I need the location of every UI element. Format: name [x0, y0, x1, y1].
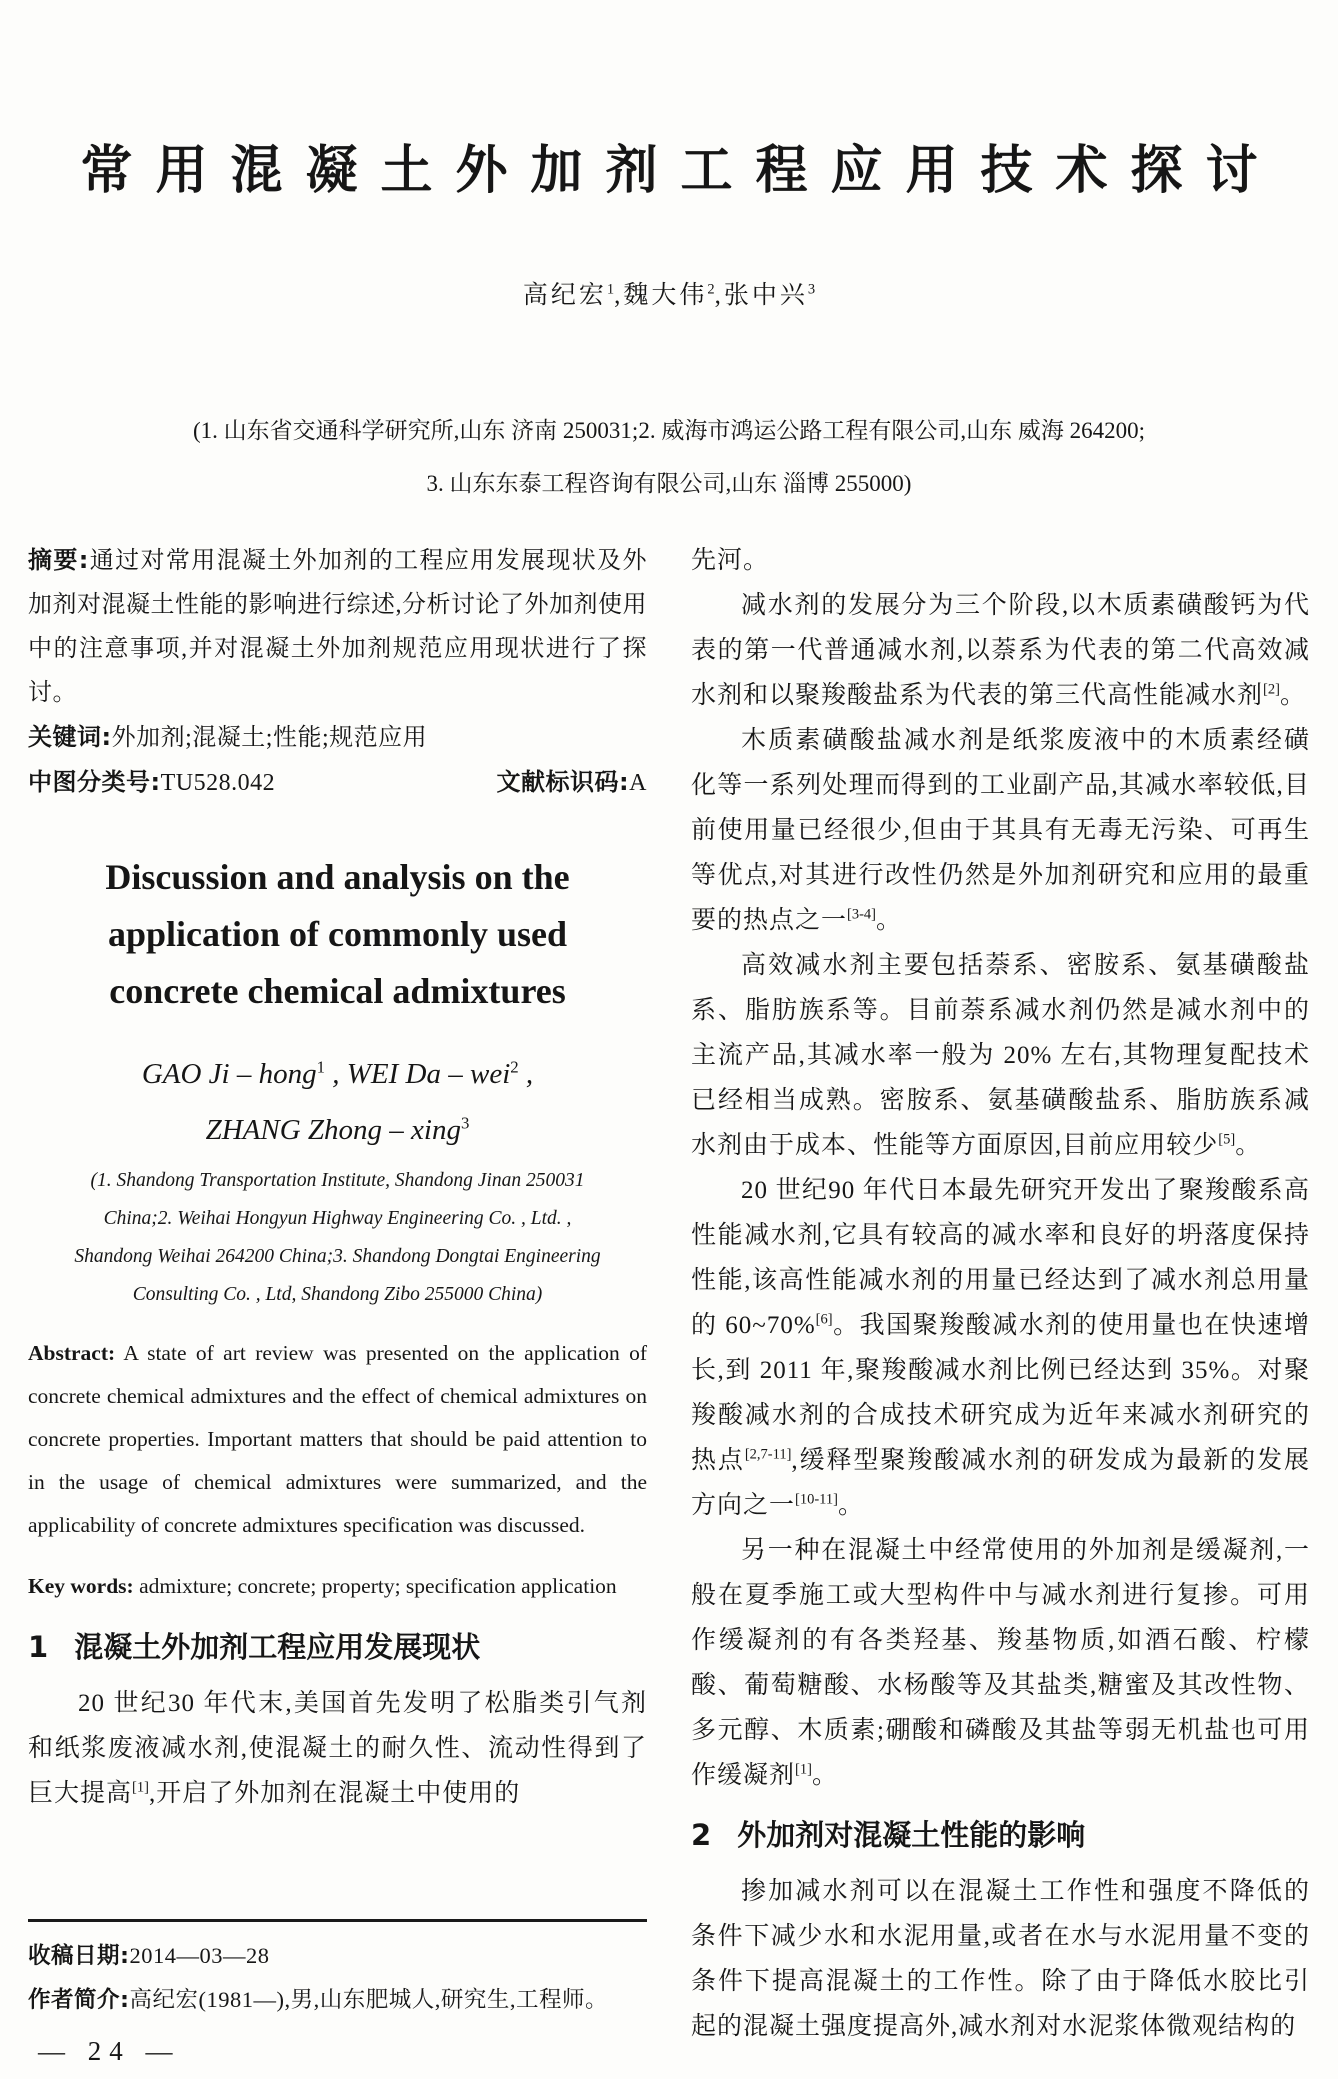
- section-2-title: 外加剂对混凝土性能的影响: [737, 1818, 1086, 1852]
- doc-code-value: A: [629, 770, 647, 796]
- doc-code-item: [497, 760, 647, 805]
- keywords-text-cn: 外加剂;混凝土;性能;规范应用: [111, 725, 428, 751]
- affiliation-line-1: (1. 山东省交通科学研究所,山东 济南 250031;2. 威海市鸿运公路工程有限公司,山东 威海 264200;: [193, 418, 1145, 443]
- two-column-body: [28, 538, 1310, 2049]
- en-affiliation-line-4: Consulting Co. , Ltd, Shandong Zibo 255000 China): [132, 1284, 543, 1305]
- left-column: [28, 538, 647, 1816]
- en-affiliation-line-3: Shandong Weihai 264200 China;3. Shandong Dongtai Engineering: [74, 1246, 601, 1267]
- paragraph-2: 木质素磺酸盐减水剂是纸浆废液中的木质素经磺化等一系列处理而得到的工业副产品,其减水率较低,目前使用量已经很少,但由于其具有无毒无污染、可再生等优点,对其进行改性仍然是外加剂研究和应用的最重要的热点之一[3-4]。: [691, 727, 1310, 934]
- section-1-number: 1: [28, 1630, 49, 1664]
- en-affiliation-line-2: China;2. Weihai Hongyun Highway Engineering Co. , Ltd. ,: [103, 1208, 572, 1229]
- clc-label: 中图分类号:: [28, 768, 161, 796]
- clc-value: TU528.042: [160, 770, 276, 796]
- affiliation-line-2: 3. 山东东泰工程咨询有限公司,山东 淄博 255000): [426, 471, 912, 496]
- section-2-paragraph: 掺加减水剂可以在混凝土工作性和强度不降低的条件下减少水和水泥用量,或者在水与水泥用量不变的条件下提高混凝土的工作性。除了由于降低水胶比引起的混凝土强度提高外,减水剂对水泥浆体微观结构的: [691, 1878, 1310, 2040]
- abstract-label-cn: 摘要:: [28, 546, 89, 574]
- authors-en: [28, 1046, 647, 1158]
- section-1-title: 混凝土外加剂工程应用发展现状: [74, 1630, 481, 1664]
- footnote-block: [28, 1919, 647, 2067]
- en-title-line-3: concrete chemical admixtures: [109, 971, 566, 1011]
- abstract-text-cn: 通过对常用混凝土外加剂的工程应用发展现状及外加剂对混凝土性能的影响进行综述,分析讨论了外加剂使用中的注意事项,并对混凝土外加剂规范应用现状进行了探讨。: [28, 548, 647, 706]
- paragraph-continuation: 先河。: [691, 547, 770, 574]
- received-date-label: 收稿日期:: [28, 1943, 130, 1969]
- en-authors-line-2: ZHANG Zhong – xing$^3$: [205, 1113, 470, 1146]
- paper-title-en: [28, 849, 647, 1020]
- affiliations-block: [28, 404, 1310, 510]
- authors-line: 高纪宏$^1$,魏大伟$^2$,张中兴$^3$: [522, 281, 816, 309]
- author-bio-label: 作者简介:: [28, 1987, 130, 2013]
- footnote-divider: [28, 1919, 647, 1922]
- en-authors-line-1: GAO Ji – hong$^1$ , WEI Da – wei$^2$ ,: [141, 1057, 534, 1090]
- abstract-cn: [28, 538, 647, 715]
- classification-row: [28, 760, 647, 805]
- affiliations-en: [28, 1162, 647, 1314]
- clc-item: [28, 760, 275, 805]
- paragraph-1: 减水剂的发展分为三个阶段,以木质素磺酸钙为代表的第一代普通减水剂,以萘系为代表的第二代高效减水剂和以聚羧酸盐系为代表的第三代高性能减水剂[2]。: [691, 592, 1310, 709]
- keywords-label-en: Key words:: [28, 1574, 134, 1598]
- section-2-heading: [691, 1812, 1310, 1859]
- author-bio-value: 高纪宏(1981—),男,山东肥城人,研究生,工程师。: [129, 1987, 608, 2012]
- page-number: — 24 —: [38, 2036, 181, 2066]
- received-date-value: 2014—03—28: [129, 1943, 270, 1968]
- keywords-label-cn: 关键词:: [28, 723, 112, 751]
- section-1-heading: [28, 1624, 647, 1671]
- page-title: 常用混凝土外加剂工程应用技术探讨: [80, 141, 1281, 201]
- en-affiliation-line-1: (1. Shandong Transportation Institute, Shandong Jinan 250031: [90, 1170, 585, 1191]
- received-date-line: [28, 1934, 647, 1978]
- en-title-line-2: application of commonly used: [107, 914, 568, 954]
- section-1-paragraph: 20 世纪30 年代末,美国首先发明了松脂类引气剂和纸浆废液减水剂,使混凝土的耐久性、流动性得到了巨大提高[1],开启了外加剂在混凝土中使用的: [28, 1690, 647, 1807]
- section-2-number: 2: [691, 1818, 712, 1852]
- keywords-cn: [28, 715, 647, 760]
- abstract-en: [28, 1332, 647, 1547]
- doc-code-label: 文献标识码:: [496, 768, 630, 796]
- abstract-text-en: A state of art review was presented on the application of concrete chemical admixtures and the effect of chemical admixtures on concrete properties. Important matters that should be paid attention to in the usage of chemical admixtures were summarized, and the applicability of concrete admixtures specification was discussed.: [28, 1341, 647, 1537]
- keywords-text-en: admixture; concrete; property; specification application: [139, 1574, 617, 1598]
- paragraph-5: 另一种在混凝土中经常使用的外加剂是缓凝剂,一般在夏季施工或大型构件中与减水剂进行复掺。可用作缓凝剂的有各类羟基、羧基物质,如酒石酸、柠檬酸、葡萄糖酸、水杨酸等及其盐类,糖蜜及其改性物、多元醇、木质素;硼酸和磷酸及其盐等弱无机盐也可用作缓凝剂[1]。: [691, 1537, 1310, 1789]
- keywords-en: [28, 1565, 647, 1608]
- paragraph-3: 高效减水剂主要包括萘系、密胺系、氨基磺酸盐系、脂肪族系等。目前萘系减水剂仍然是减水剂中的主流产品,其减水率一般为 20% 左右,其物理复配技术已经相当成熟。密胺系、氨基磺酸盐系、脂肪族系减水剂由于成本、性能等方面原因,目前应用较少[5]。: [691, 952, 1310, 1159]
- right-column: [691, 538, 1310, 2049]
- en-title-line-1: Discussion and analysis on the: [105, 857, 570, 897]
- author-bio-line: [28, 1978, 647, 2022]
- abstract-label-en: Abstract:: [28, 1341, 116, 1365]
- paragraph-4: 20 世纪90 年代日本最先研究开发出了聚羧酸系高性能减水剂,它具有较高的减水率和良好的坍落度保持性能,该高性能减水剂的用量已经达到了减水剂总用量的 60~70%[6]。我国聚羧酸减水剂的使用量也在快速增长,到 2011 年,聚羧酸减水剂比例已经达到 35%。对聚羧酸减水剂的合成技术研究成为近年来减水剂研究的热点[2,7-11],缓释型聚羧酸减水剂的研发成为最新的发展方向之一[10-11]。: [691, 1177, 1310, 1519]
